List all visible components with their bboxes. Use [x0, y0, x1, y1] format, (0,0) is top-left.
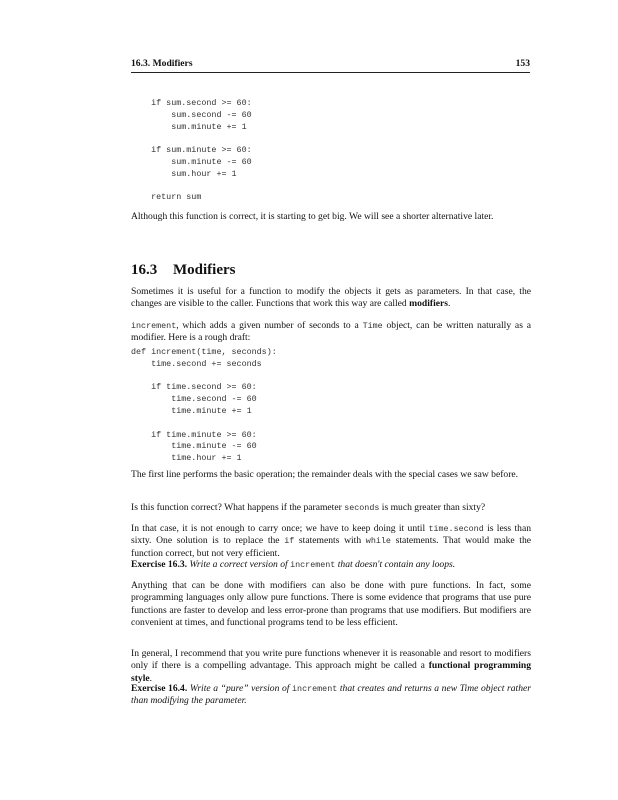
- section-number: 16.3: [131, 262, 158, 278]
- paragraph-text: is much greater than sixty?: [379, 502, 486, 513]
- paragraph-text: Sometimes it is useful for a function to modify the objects it gets as parameters. In that case, the changes are visible to the caller. Functions that work this way are called: [131, 286, 531, 310]
- code-line: sum.minute -= 60: [131, 156, 252, 167]
- section-heading: [131, 262, 531, 279]
- paragraph-text: .: [448, 298, 451, 310]
- paragraph-text: In that case, it is not enough to carry once; we have to keep doing it until: [131, 523, 429, 534]
- paragraph-recommendation: [131, 648, 531, 685]
- inline-code: increment: [131, 321, 177, 331]
- paragraph-text: statements. That would make the function correct, but not very efficient.: [131, 535, 531, 559]
- paragraph-text: is less than sixty. One solution is to replace the: [131, 523, 531, 547]
- paragraph-pure-functions: Anything that can be done with modifiers can also be done with pure functions. In fact, some programming languages only allow pure functions. There is some evidence that programs that use pure functions are faster to develop and less error-prone than programs that use modifiers. But modifiers are convenient at times, and functional programs tend to be less efficient.: [131, 580, 531, 629]
- code-line: sum.minute += 1: [131, 121, 247, 132]
- paragraph-carry: [131, 523, 531, 560]
- paragraph-first-line: The first line performs the basic operation; the remainder deals with the special cases we saw before.: [131, 469, 519, 480]
- code-line: def increment(time, seconds):: [131, 347, 277, 357]
- exercise-16-4: [131, 683, 531, 708]
- exercise-text: that creates and returns a new Time object rather than modifying the parameter.: [131, 683, 531, 707]
- code-line: if time.minute >= 60:: [131, 429, 257, 440]
- inline-code: if: [284, 536, 295, 547]
- paragraph-increment-intro: [131, 320, 531, 345]
- inline-code: time.second: [428, 524, 484, 534]
- section-title: Modifiers: [173, 262, 236, 278]
- paragraph-after-code: Although this function is correct, it is starting to get big. We will see a shorter alternative later.: [131, 211, 494, 222]
- code-line: [131, 133, 252, 145]
- running-head: [131, 58, 530, 73]
- inline-code: increment: [290, 560, 336, 570]
- exercise-label: Exercise 16.4.: [131, 683, 188, 694]
- code-line: time.hour += 1: [131, 453, 242, 464]
- code-line: time.minute -= 60: [131, 441, 257, 452]
- inline-code: Time: [362, 321, 383, 331]
- exercise-16-3: [131, 559, 531, 571]
- exercise-text: Write a correct version of: [189, 559, 291, 570]
- term-modifiers: modifiers: [409, 298, 449, 310]
- code-line: if time.second >= 60:: [131, 382, 257, 393]
- paragraph-text: Is this function correct? What happens if the parameter: [131, 502, 345, 513]
- code-line: sum.hour += 1: [131, 168, 237, 179]
- page-number: 153: [515, 58, 530, 69]
- inline-code: increment: [292, 684, 338, 694]
- running-head-section: 16.3. Modifiers: [131, 58, 193, 69]
- paragraph-text: object, can be written naturally as a modifier. Here is a rough draft:: [131, 320, 531, 344]
- exercise-text: that doesn't contain any loops.: [335, 559, 456, 570]
- code-line: [131, 418, 277, 430]
- code-line: sum.second -= 60: [131, 109, 252, 120]
- code-line: time.second += seconds: [131, 358, 262, 369]
- paragraph-text: In general, I recommend that you write pure functions whenever it is reasonable and resort to modifiers only if there is a compelling advantage. This approach might be called a: [131, 648, 531, 672]
- term-functional-programming-style: functional programming style: [131, 660, 532, 684]
- code-line: time.second -= 60: [131, 394, 257, 405]
- inline-code: seconds: [344, 503, 380, 513]
- code-line: [131, 371, 277, 383]
- paragraph-modifiers-intro: [131, 286, 531, 311]
- paragraph-text: statements with: [294, 535, 366, 547]
- paragraph-text: , which adds a given number of seconds to a: [176, 320, 363, 331]
- code-line: if sum.second >= 60:: [131, 98, 252, 108]
- code-block-sum: [131, 98, 252, 204]
- paragraph-correct-question: [131, 502, 531, 514]
- paragraph-text: .: [149, 672, 153, 684]
- code-line: [131, 181, 252, 193]
- code-line: return sum: [131, 192, 202, 203]
- code-line: time.minute += 1: [131, 405, 252, 416]
- inline-code: while: [365, 536, 391, 547]
- exercise-label: Exercise 16.3.: [131, 559, 188, 570]
- exercise-text: Write a “pure” version of: [189, 683, 293, 694]
- code-block-increment: [131, 347, 277, 465]
- code-line: if sum.minute >= 60:: [131, 145, 252, 156]
